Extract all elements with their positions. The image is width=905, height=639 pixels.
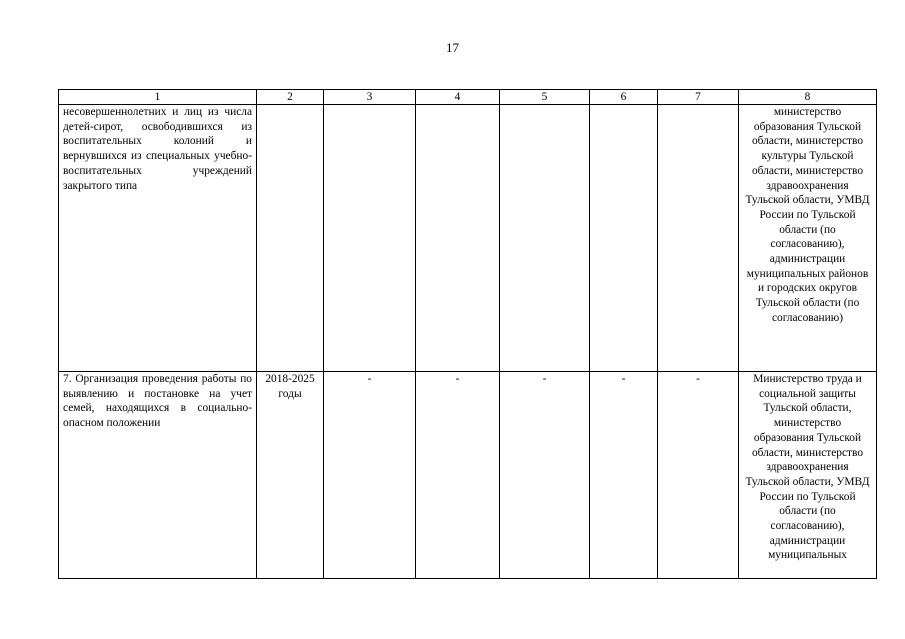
responsible-executors: Министерство труда и социальной защиты Тульской области, министерство образования Тульской области, министерство здравоохранения Тульской области, УМВД России по Тульской области (по согласованию), администрации муниципальных <box>739 372 877 579</box>
column-header: 8 <box>739 90 877 105</box>
funding-cell: - <box>324 372 416 579</box>
responsible-executors: министерство образования Тульской области, министерство культуры Тульской области, министерство здравоохранения Тульской области, УМВД России по Тульской области (по согласованию), администрации муниципальных районов и городских округов Тульской области (по согласованию) <box>739 105 877 372</box>
funding-cell <box>658 105 739 372</box>
program-table <box>58 89 877 579</box>
funding-cell <box>500 105 590 372</box>
funding-cell: - <box>416 372 500 579</box>
column-header: 4 <box>416 90 500 105</box>
column-header: 2 <box>257 90 324 105</box>
column-header: 7 <box>658 90 739 105</box>
funding-cell <box>590 105 658 372</box>
page-number: 17 <box>446 40 459 55</box>
funding-cell: - <box>500 372 590 579</box>
measure-description: 7. Организация проведения работы по выявлению и постановке на учет семей, находящихся в социально-опасном положении <box>59 372 257 579</box>
funding-cell: - <box>590 372 658 579</box>
measure-description: несовершеннолетних и лиц из числа детей-сирот, освободившихся из воспитательных колоний и вернувшихся из специальных учебно-воспитательных учреждений закрытого типа <box>59 105 257 372</box>
table-row <box>59 105 877 372</box>
table-row <box>59 372 877 579</box>
implementation-period <box>257 105 324 372</box>
column-header: 3 <box>324 90 416 105</box>
implementation-period: 2018-2025 годы <box>257 372 324 579</box>
table-header-row <box>59 90 877 105</box>
column-header: 1 <box>59 90 257 105</box>
column-header: 6 <box>590 90 658 105</box>
funding-cell <box>324 105 416 372</box>
column-header: 5 <box>500 90 590 105</box>
funding-cell: - <box>658 372 739 579</box>
funding-cell <box>416 105 500 372</box>
